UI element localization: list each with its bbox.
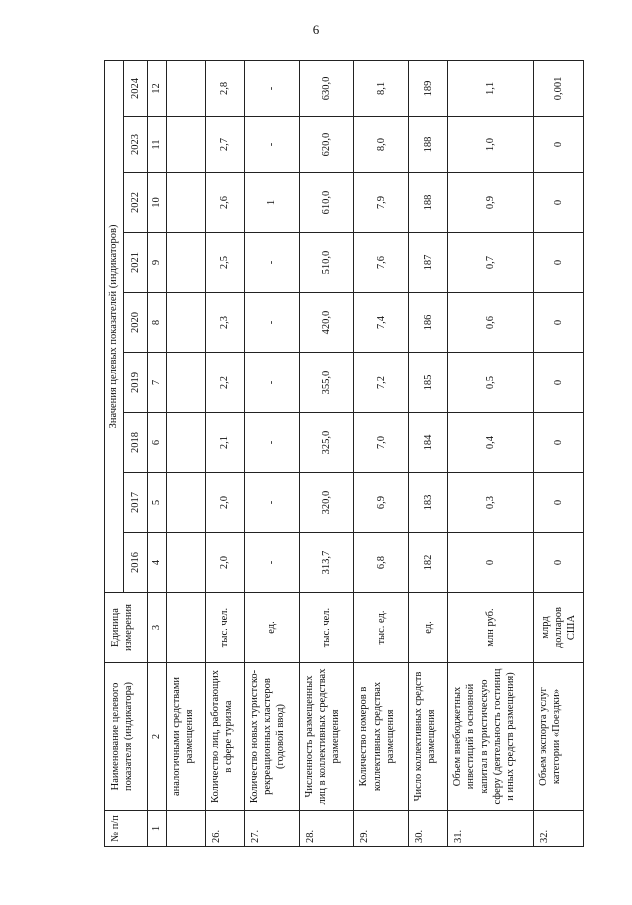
- value-cell: 0,6: [448, 293, 534, 353]
- value-cell: 320,0: [299, 473, 354, 533]
- column-index: 5: [147, 473, 166, 533]
- column-index: 12: [147, 60, 166, 116]
- table-row: [245, 60, 300, 846]
- column-index: 9: [147, 233, 166, 293]
- value-cell: 6,9: [354, 473, 409, 533]
- value-cell: 7,4: [354, 293, 409, 353]
- value-cell: 7,6: [354, 233, 409, 293]
- table-body: [166, 60, 583, 846]
- column-index: 1: [147, 811, 166, 847]
- value-cell: 620,0: [299, 117, 354, 173]
- value-cell: 7,9: [354, 173, 409, 233]
- value-cell: 420,0: [299, 293, 354, 353]
- unit-cell: [166, 593, 205, 663]
- value-cell: 2,0: [205, 473, 244, 533]
- header-year: 2017: [124, 473, 148, 533]
- value-cell: 186: [409, 293, 448, 353]
- header-year: 2021: [124, 233, 148, 293]
- row-number: 29.: [354, 811, 409, 847]
- value-cell: 0,4: [448, 413, 534, 473]
- value-cell: 7,0: [354, 413, 409, 473]
- header-year: 2018: [124, 413, 148, 473]
- unit-cell: млн руб.: [448, 593, 534, 663]
- page-number: 6: [312, 22, 320, 37]
- value-cell: -: [245, 413, 300, 473]
- table-row: [166, 60, 205, 846]
- value-cell: 0: [533, 473, 583, 533]
- value-cell: 0,001: [533, 60, 583, 116]
- indicator-name: Объем внебюджетных инвестиций в основной капитал в туристическую сферу (деятельность гостиниц и иных средств размещения): [448, 663, 534, 811]
- indicator-name: Количество номеров в коллективных средствах размещения: [354, 663, 409, 811]
- value-cell: -: [245, 233, 300, 293]
- table-row: [205, 60, 244, 846]
- header-year: 2022: [124, 173, 148, 233]
- header-year: 2024: [124, 60, 148, 116]
- value-cell: 2,6: [205, 173, 244, 233]
- column-index: 7: [147, 353, 166, 413]
- header-values-group: Значения целевых показателей (индикаторов): [105, 60, 124, 592]
- value-cell: 325,0: [299, 413, 354, 473]
- value-cell: 0: [533, 173, 583, 233]
- value-cell: -: [245, 293, 300, 353]
- header-unit: Единица измерения: [105, 593, 148, 663]
- value-cell: 2,1: [205, 413, 244, 473]
- value-cell: 0,9: [448, 173, 534, 233]
- value-cell: [166, 413, 205, 473]
- value-cell: 182: [409, 533, 448, 593]
- value-cell: 8,1: [354, 60, 409, 116]
- unit-cell: тыс. ед.: [354, 593, 409, 663]
- value-cell: 0: [533, 233, 583, 293]
- value-cell: -: [245, 117, 300, 173]
- value-cell: 8,0: [354, 117, 409, 173]
- value-cell: 2,7: [205, 117, 244, 173]
- header-num: № п/п: [105, 811, 148, 847]
- indicator-name: Число коллективных средств размещения: [409, 663, 448, 811]
- value-cell: 189: [409, 60, 448, 116]
- column-index: 6: [147, 413, 166, 473]
- value-cell: 183: [409, 473, 448, 533]
- unit-cell: ед.: [409, 593, 448, 663]
- value-cell: 2,5: [205, 233, 244, 293]
- value-cell: 1: [245, 173, 300, 233]
- value-cell: [166, 173, 205, 233]
- value-cell: 0,3: [448, 473, 534, 533]
- value-cell: 0: [448, 533, 534, 593]
- indicator-name: Численность размещенных лиц в коллективных средствах размещения: [299, 663, 354, 811]
- header-row-index: [147, 60, 166, 846]
- value-cell: 1,1: [448, 60, 534, 116]
- header-year: 2016: [124, 533, 148, 593]
- column-index: 10: [147, 173, 166, 233]
- column-index: 8: [147, 293, 166, 353]
- column-index: 11: [147, 117, 166, 173]
- row-number: [166, 811, 205, 847]
- unit-cell: тыс. чел.: [205, 593, 244, 663]
- value-cell: 610,0: [299, 173, 354, 233]
- value-cell: 2,0: [205, 533, 244, 593]
- unit-cell: тыс. чел.: [299, 593, 354, 663]
- indicator-name: аналогичными средствами размещения: [166, 663, 205, 811]
- indicators-table: [104, 60, 584, 847]
- value-cell: [166, 117, 205, 173]
- value-cell: 510,0: [299, 233, 354, 293]
- value-cell: 2,3: [205, 293, 244, 353]
- unit-cell: ед.: [245, 593, 300, 663]
- row-number: 31.: [448, 811, 534, 847]
- column-index: 4: [147, 533, 166, 593]
- value-cell: [166, 293, 205, 353]
- value-cell: -: [245, 533, 300, 593]
- table-row: [299, 60, 354, 846]
- value-cell: [166, 353, 205, 413]
- value-cell: 187: [409, 233, 448, 293]
- rotated-table-container: [104, 61, 584, 847]
- header-year: 2023: [124, 117, 148, 173]
- table-row: [354, 60, 409, 846]
- value-cell: 6,8: [354, 533, 409, 593]
- header-row-top: [105, 60, 124, 846]
- table-row: [533, 60, 583, 846]
- value-cell: 0: [533, 533, 583, 593]
- indicator-name: Количество новых туристско-рекреационных кластеров (годовой ввод): [245, 663, 300, 811]
- header-year: 2020: [124, 293, 148, 353]
- column-index: 2: [147, 663, 166, 811]
- value-cell: -: [245, 473, 300, 533]
- value-cell: 185: [409, 353, 448, 413]
- value-cell: 355,0: [299, 353, 354, 413]
- value-cell: -: [245, 60, 300, 116]
- value-cell: [166, 473, 205, 533]
- table-row: [409, 60, 448, 846]
- row-number: 26.: [205, 811, 244, 847]
- unit-cell: млрд долларов США: [533, 593, 583, 663]
- value-cell: [166, 60, 205, 116]
- header-name: Наименование целевого показателя (индикатора): [105, 663, 148, 811]
- value-cell: 0: [533, 353, 583, 413]
- value-cell: 184: [409, 413, 448, 473]
- value-cell: 2,2: [205, 353, 244, 413]
- value-cell: 0,5: [448, 353, 534, 413]
- value-cell: 0,7: [448, 233, 534, 293]
- row-number: 27.: [245, 811, 300, 847]
- row-number: 28.: [299, 811, 354, 847]
- value-cell: [166, 533, 205, 593]
- value-cell: 188: [409, 173, 448, 233]
- table-row: [448, 60, 534, 846]
- value-cell: [166, 233, 205, 293]
- column-index: 3: [147, 593, 166, 663]
- value-cell: 0: [533, 117, 583, 173]
- value-cell: -: [245, 353, 300, 413]
- value-cell: 7,2: [354, 353, 409, 413]
- value-cell: 0: [533, 413, 583, 473]
- row-number: 30.: [409, 811, 448, 847]
- value-cell: 1,0: [448, 117, 534, 173]
- value-cell: 313,7: [299, 533, 354, 593]
- value-cell: 2,8: [205, 60, 244, 116]
- indicator-name: Объем экспорта услуг категории «Поездки»: [533, 663, 583, 811]
- value-cell: 188: [409, 117, 448, 173]
- value-cell: 0: [533, 293, 583, 353]
- indicator-name: Количество лиц, работающих в сфере туризма: [205, 663, 244, 811]
- header-year: 2019: [124, 353, 148, 413]
- value-cell: 630,0: [299, 60, 354, 116]
- row-number: 32.: [533, 811, 583, 847]
